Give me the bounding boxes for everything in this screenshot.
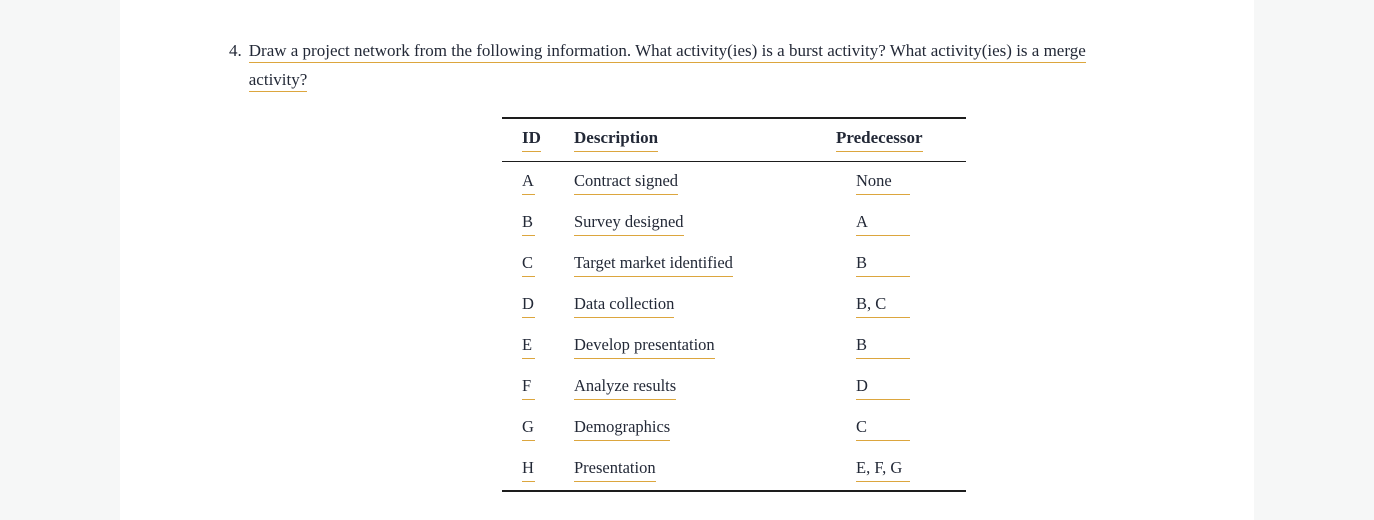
header-description-label: Description: [574, 128, 658, 152]
cell-id: C: [502, 253, 574, 277]
cell-predecessor: C: [836, 417, 966, 441]
cell-id: D: [502, 294, 574, 318]
table-row: [502, 367, 966, 408]
cell-description: Presentation: [574, 458, 836, 482]
cell-predecessor: D: [836, 376, 966, 400]
cell-id: F: [502, 376, 574, 400]
cell-description: Analyze results: [574, 376, 836, 400]
header-id-label: ID: [522, 128, 541, 152]
cell-predecessor: None: [836, 171, 966, 195]
header-id: [502, 128, 574, 152]
question-block: [229, 36, 1189, 94]
cell-description: Survey designed: [574, 212, 836, 236]
cell-predecessor: B: [836, 253, 966, 277]
header-predecessor: [836, 128, 966, 152]
table-row: [502, 203, 966, 244]
table-row: [502, 326, 966, 367]
table-row: [502, 162, 966, 203]
question-line-2: activity?: [249, 70, 308, 92]
table-header-row: [502, 119, 966, 162]
table-row: [502, 244, 966, 285]
document-page: [120, 0, 1254, 520]
cell-id: G: [502, 417, 574, 441]
question-line-1: Draw a project network from the following information. What activity(ies) is a burst activity? What activity(ies) is a merge: [249, 41, 1086, 63]
table-row: [502, 408, 966, 449]
cell-predecessor: B, C: [836, 294, 966, 318]
cell-description: Data collection: [574, 294, 836, 318]
table-body: [502, 162, 966, 490]
cell-predecessor: A: [836, 212, 966, 236]
cell-predecessor: B: [836, 335, 966, 359]
header-description: [574, 128, 836, 152]
header-predecessor-label: Predecessor: [836, 128, 923, 152]
cell-description: Demographics: [574, 417, 836, 441]
cell-id: B: [502, 212, 574, 236]
cell-description: Develop presentation: [574, 335, 836, 359]
table-row: [502, 449, 966, 490]
cell-id: H: [502, 458, 574, 482]
cell-description: Contract signed: [574, 171, 836, 195]
activity-table: [502, 117, 966, 492]
question-number: 4.: [229, 41, 242, 60]
cell-id: A: [502, 171, 574, 195]
cell-description: Target market identified: [574, 253, 836, 277]
question-text: [249, 36, 1086, 94]
cell-predecessor: E, F, G: [836, 458, 966, 482]
table-row: [502, 285, 966, 326]
cell-id: E: [502, 335, 574, 359]
